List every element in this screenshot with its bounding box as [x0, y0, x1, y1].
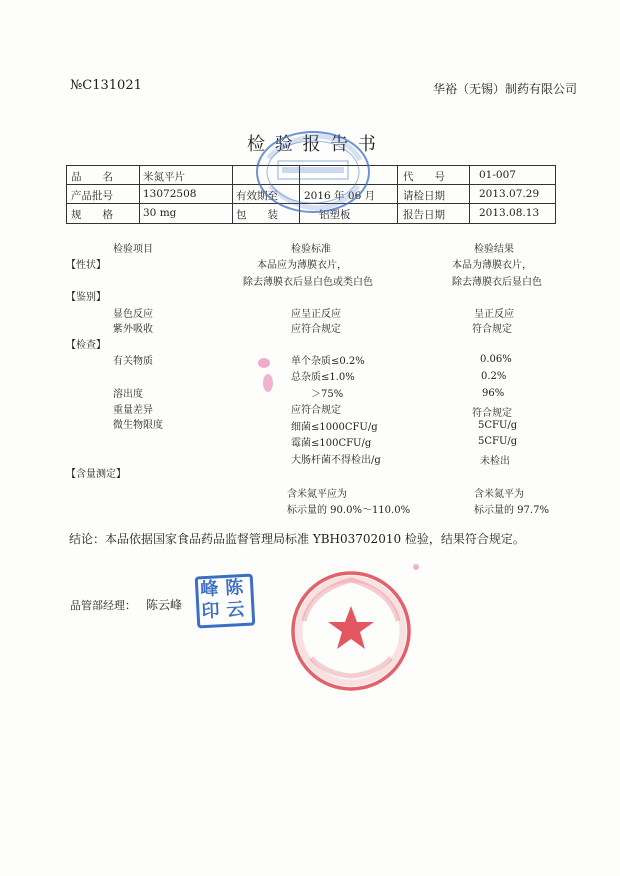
package-label: 包 装 [236, 209, 278, 221]
identification-result: 呈正反应 [474, 309, 514, 320]
micro-item: 微生物限度 [113, 420, 163, 431]
ecoli-result: 未检出 [480, 456, 510, 467]
weight-result: 符合规定 [472, 408, 512, 419]
identification-standard: 应呈正反应 [291, 309, 341, 320]
weight-standard: 应符合规定 [291, 405, 341, 416]
code-value: 01-007 [479, 169, 516, 181]
appearance-standard-1: 本品应为薄膜衣片， [257, 260, 347, 271]
report-date-value: 2013.08.13 [479, 207, 540, 219]
company-seal-red [286, 566, 416, 696]
seal-char: 印 [200, 600, 221, 623]
request-date-label: 请检日期 [403, 190, 445, 202]
ecoli-standard: 大肠杆菌不得检出/g [291, 455, 381, 466]
dissolution-item: 溶出度 [113, 389, 143, 400]
spec-value: 30 mg [143, 207, 177, 219]
column-result: 检验结果 [474, 244, 514, 255]
spec-label: 规 格 [71, 209, 113, 221]
identification-standard: 应符合规定 [291, 324, 341, 335]
seal-char: 陈 [224, 577, 244, 599]
single-impurity-standard: 单个杂质≤0.2% [291, 356, 365, 367]
bacteria-result: 5CFU/g [478, 420, 518, 431]
mold-standard: 霉菌≤100CFU/g [291, 438, 372, 449]
assay-result-1: 含米氮平为 [474, 489, 524, 500]
section-identification-title: 【鉴别】 [66, 292, 106, 303]
request-date-value: 2013.07.29 [479, 188, 540, 200]
batch-value: 13072508 [143, 188, 197, 200]
code-label: 代 号 [403, 171, 445, 183]
dissolution-standard: ＞75% [311, 389, 344, 400]
pink-mark [258, 358, 270, 368]
total-impurity-standard: 总杂质≤1.0% [291, 372, 355, 383]
pink-mark [263, 374, 273, 392]
product-name-label: 品 名 [71, 171, 113, 183]
section-assay-title: 【含量测定】 [66, 469, 126, 480]
column-standard: 检验标准 [291, 244, 331, 255]
substances-item: 有关物质 [113, 356, 153, 367]
identification-item: 紫外吸收 [113, 324, 153, 335]
seal-char: 峰 [199, 578, 219, 601]
report-date-label: 报告日期 [403, 209, 445, 221]
total-impurity-result: 0.2% [481, 371, 507, 382]
assay-standard-2: 标示量的 90.0%～110.0% [287, 505, 411, 516]
page-title: 检 验 报 告 书 [247, 134, 378, 155]
expiry-value: 2016 年 06 月 [304, 190, 376, 202]
single-impurity-result: 0.06% [480, 354, 512, 365]
appearance-result-1: 本品为薄膜衣片， [452, 260, 532, 271]
pink-mark [413, 564, 419, 570]
identification-item: 显色反应 [113, 309, 153, 320]
appearance-standard-2: 除去薄膜衣后显白色或类白色 [243, 277, 373, 288]
column-item: 检验项目 [113, 244, 153, 255]
expiry-label: 有效期至 [236, 190, 278, 202]
manager-name: 陈云峰 [146, 598, 183, 612]
assay-result-2: 标示量的 97.7% [474, 505, 549, 516]
manager-label: 品管部经理： [70, 599, 136, 612]
section-appearance-title: 【性状】 [66, 260, 106, 271]
package-value: 铝塑板 [319, 209, 351, 221]
batch-label: 产品批号 [71, 190, 113, 202]
manager-seal [195, 574, 256, 629]
assay-standard-1: 含米氮平应为 [287, 489, 347, 500]
conclusion: 结论：本品依据国家食品药品监督管理局标准 YBH03702010 检验，结果符合规定。 [69, 532, 525, 546]
quality-stamp-blue [248, 128, 378, 218]
weight-item: 重量差异 [113, 405, 153, 416]
mold-result: 5CFU/g [478, 436, 518, 447]
dissolution-result: 96% [482, 388, 505, 399]
doc-number: №C131021 [70, 78, 142, 93]
appearance-result-2: 除去薄膜衣后显白色 [452, 277, 542, 288]
section-tests-title: 【检查】 [66, 340, 106, 351]
company-name: 华裕（无锡）制药有限公司 [433, 82, 578, 96]
identification-result: 符合规定 [472, 324, 512, 335]
bacteria-standard: 细菌≤1000CFU/g [291, 422, 378, 433]
product-name-value: 米氮平片 [143, 171, 185, 183]
seal-char: 云 [225, 599, 246, 621]
